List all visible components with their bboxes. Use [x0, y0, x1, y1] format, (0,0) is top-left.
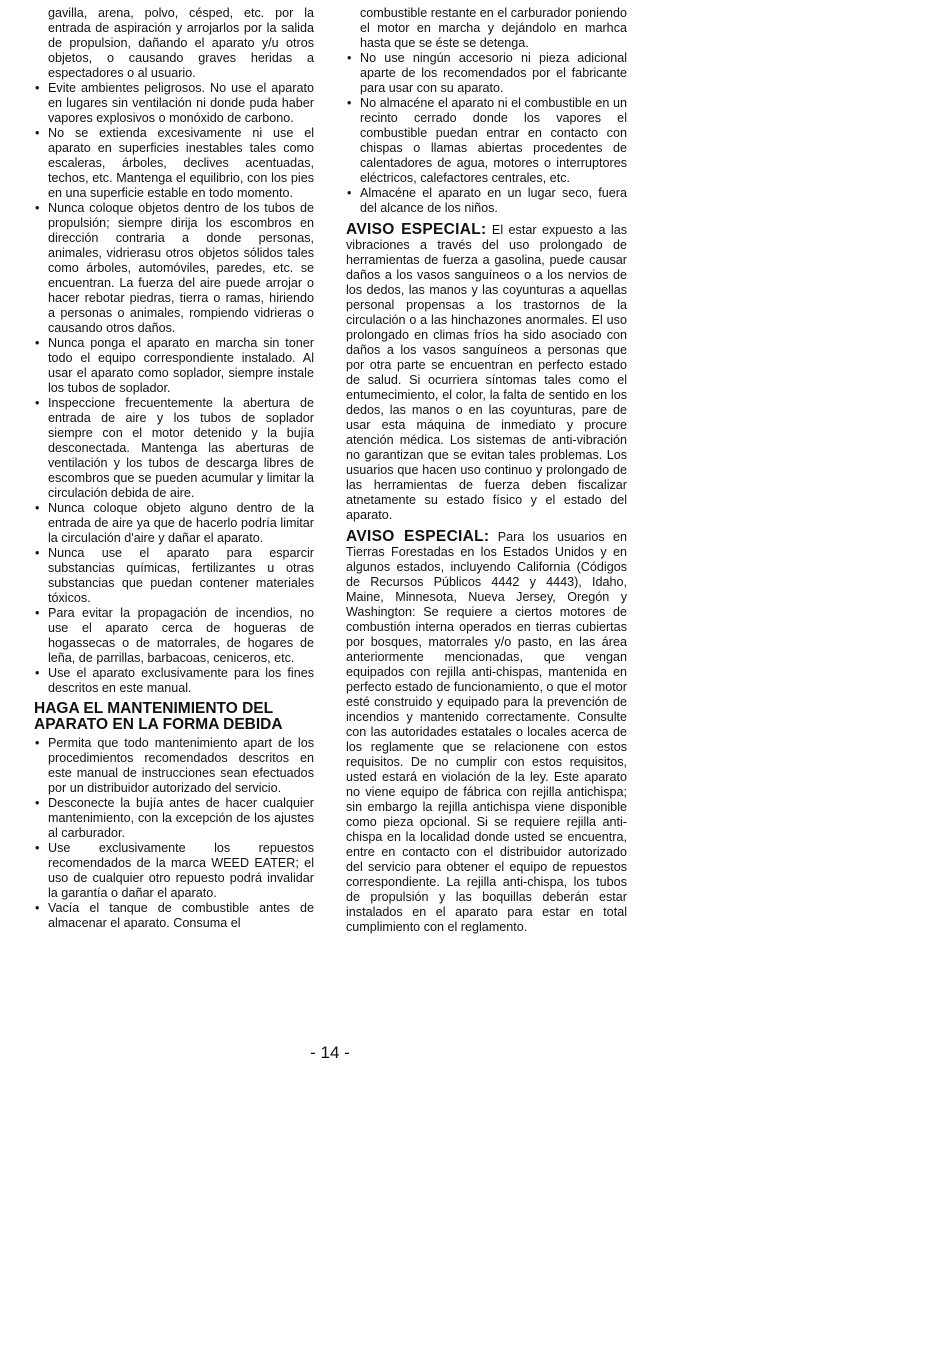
left-column: [34, 6, 314, 931]
list-item: • Evite ambientes peligrosos. No use el aparato en lugares sin ventilación ni donde puda haber vapores explosivos o monóxido de carbono.: [34, 81, 314, 126]
list-item: • Use el aparato exclusivamente para los fines descritos en este manual.: [34, 666, 314, 696]
list-item: • Permita que todo mantenimiento apart de los procedimientos recomendados descritos en este manual de instrucciones sean efectuados por un distribuidor autorizado del servicio.: [34, 736, 314, 796]
list-item: • No use ningún accesorio ni pieza adicional aparte de los recomendados por el fabricante para usar con su aparato.: [346, 51, 627, 96]
continuation-text: combustible restante en el carburador poniendo el motor en marcha y dejándolo en marhca hasta que se éste se detenga.: [360, 6, 627, 50]
list-item: • Desconecte la bujía antes de hacer cualquier mantenimiento, con la excepción de los ajustes al carburador.: [34, 796, 314, 841]
aviso-especial-forest: [346, 529, 627, 935]
aviso-text: El estar expuesto a las vibraciones a través del uso prolongado de herramientas de fuerza a gasolina, puede causar daños a los vasos sanguíneos o a los nervios de los dedos, las manos y las coyunturas a aquellas personal propensas a los trastornos de la circulación o a las hinchazones anormales. El uso prolongado en climas fríos ha sido asociado con daños a los vasos sanguíneos a personas que por otra parte se encuentran en perfecto estado de salud. Si ocurriera síntomas tales como el entumecimiento, el color, la falta de sentido en los dedos, las manos o en las coyunturas, pare de usar esta máquina de inmediato y procure atención médica. Los sistemas de anti-vibración no garantizan que se evitan tales problemas. Los usuarios que hacen uso continuo y prolongado de las herramientas de fuerza deben fiscalizar atnetamente su estado físico y el estado del aparato.: [346, 223, 628, 522]
list-item: • Use exclusivamente los repuestos recomendados de la marca WEED EATER; el uso de cualquier otro repuesto podrá invalidar la garantía o dañar el aparato.: [34, 841, 314, 901]
aviso-text: Para los usuarios en Tierras Forestadas en los Estados Unidos y en algunos estados, incluyendo California (Códigos de Recursos Públicos 4442 y 4443), Idaho, Maine, Minnesota, Nueva Jersey, Oregón y Washington: Se requiere a ciertos motores de combustión interna operados en tierras cubiertas por bosques, matorrales y/o pasto, en las área anteriormente mencionadas, que vengan equipados con rejilla anti-chispas, mantenida en perfecto estado de funcionamiento, o que el motor esté construido y equipado para la prevención de incendios y mantenido correctamente. Consulte con las autoridades estatales o locales acerca de los reglamente que se relacionene con estos requisitos. De no cumplir con estos requisitos, usted estará en violación de la ley. Este aparato no viene equipo de fábrica con rejilla antichispa; sin embargo la rejilla antichispa viene disponible como pieza opcional. Si se requiere rejilla anti-chispa en la localidad donde usted se encuentra, entre en contacto con el distribuidor autorizado del servicio para obtener el equipo de repuestos correspondiente. La rejilla anti-chispa, los tubos de propulsión y las boquillas deberán estar instalados en el aparato para estar en total cumplimiento con el reglamento.: [346, 530, 627, 934]
list-item: • Nunca use el aparato para esparcir substancias químicas, fertilizantes u otras substancias que puedan contener materiales tóxicos.: [34, 546, 314, 606]
list-item: • Almacéne el aparato en un lugar seco, fuera del alcance de los niños.: [346, 186, 627, 216]
list-item: • No se extienda excesivamente ni use el aparato en superficies inestables tales como escaleras, árboles, declives acentuadas, techos, etc. Mantenga el equilibrio, con los pies en una superficie estable en todo momento.: [34, 126, 314, 201]
list-item: • No almacéne el aparato ni el combustible en un recinto cerrado donde los vapores el combustible puedan entrar en contacto con chispas o llamas abiertas procedentes de calentadores de agua, motores o interruptores eléctricos, calefactores centrales, etc.: [346, 96, 627, 186]
storage-bullet-list: [346, 51, 627, 216]
intro-continuation: gavilla, arena, polvo, césped, etc. por la entrada de aspiración y arrojarlos por la salida de propulsion, dañando el aparato y/u otros objetos, o causando graves heridas a espectadores o al usuario.: [48, 6, 314, 80]
list-item: • Nunca ponga el aparato en marcha sin toner todo el equipo correspondiente instalado. Al usar el aparato como soplador, siempre instale los tubos de soplador.: [34, 336, 314, 396]
maintenance-heading: HAGA EL MANTENIMIENTO DEL APARATO EN LA FORMA DEBIDA: [34, 700, 283, 733]
page-number: - 14 -: [310, 1043, 350, 1062]
right-column: [346, 6, 627, 935]
maintenance-bullet-list: [34, 736, 314, 931]
safety-bullet-list: [34, 81, 314, 696]
aviso-label: AVISO ESPECIAL:: [346, 528, 490, 545]
list-item: • Para evitar la propagación de incendios, no use el aparato cerca de hogueras de hogassecas o de matorrales, de hogares de leña, de parrillas, barbacoas, ceniceros, etc.: [34, 606, 314, 666]
aviso-especial-vibration: [346, 222, 627, 523]
aviso-label: AVISO ESPECIAL:: [346, 221, 487, 238]
list-item: • Nunca coloque objeto alguno dentro de la entrada de aire ya que de hacerlo podría limitar la circulación d'aire y dañar el aparato.: [34, 501, 314, 546]
list-item: • Inspeccione frecuentemente la abertura de entrada de aire y los tubos de soplador siempre con el motor detenido y la bujía desconectada. Mantenga las aberturas de ventilación y los tubos de descarga libres de escombros que se pueden acumular y limitar la circulación debida de aire.: [34, 396, 314, 501]
list-item: • Nunca coloque objetos dentro de los tubos de propulsión; siempre dirija los escombros en dirección contraria a donde personas, animales, vidrierasu otros objetos sólidos tales como árboles, automóviles, paredes, etc. se encuentran. La fuerza del aire puede arrojar o hacer rebotar piedras, tierra o ramas, hiriendo a personas o animales, rompiendo vidrieras o causando otros daños.: [34, 201, 314, 336]
list-item: • Vacía el tanque de combustible antes de almacenar el aparato. Consuma el: [34, 901, 314, 931]
